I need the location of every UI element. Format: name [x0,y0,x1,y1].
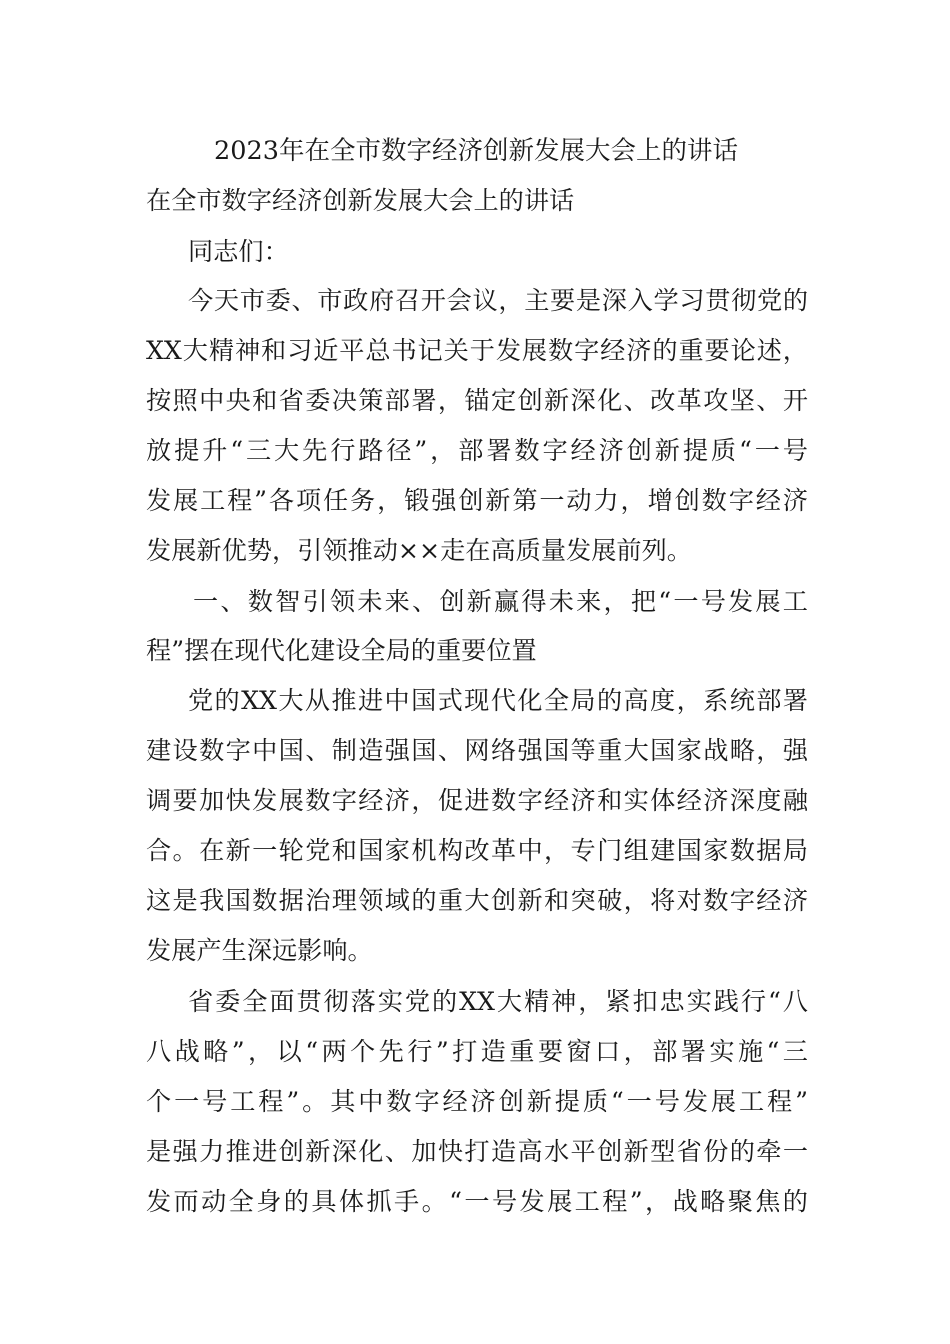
paragraph-line: 发而动全身的具体抓手。“一号发展工程”，战略聚焦的 [146,1187,808,1216]
paragraph-line: 这是我国数据治理领域的重大创新和突破，将对数字经济 [146,886,808,915]
section-heading: 程”摆在现代化建设全局的重要位置 [146,636,537,665]
paragraph-line: 个一号工程”。其中数字经济创新提质“一号发展工程” [146,1087,808,1116]
paragraph-line: 发展工程”各项任务，锻强创新第一动力，增创数字经济 [146,486,808,515]
paragraph-line: 发展新优势，引领推动××走在高质量发展前列。 [146,536,692,565]
paragraph-line: 放提升“三大先行路径”，部署数字经济创新提质“一号 [146,436,808,465]
paragraph-line: 发展产生深远影响。 [146,936,373,965]
paragraph-line: 八战略”，以“两个先行”打造重要窗口，部署实施“三 [146,1037,808,1066]
paragraph-line: 按照中央和省委决策部署，锚定创新深化、改革攻坚、开 [146,386,808,415]
paragraph-line: 今天市委、市政府召开会议，主要是深入学习贯彻党的 [188,286,808,315]
paragraph-line: XX大精神和习近平总书记关于发展数字经济的重要论述， [146,336,808,365]
paragraph-line: 党的XX大从推进中国式现代化全局的高度，系统部署 [188,686,808,715]
paragraph-line: 合。在新一轮党和国家机构改革中，专门组建国家数据局 [146,836,808,865]
document-subtitle: 在全市数字经济创新发展大会上的讲话 [146,186,575,215]
paragraph-line: 省委全面贯彻落实党的XX大精神，紧扣忠实践行“八 [188,987,808,1016]
document-title: 2023年在全市数字经济创新发展大会上的讲话 [214,136,738,166]
salutation: 同志们： [188,237,289,266]
paragraph-line: 建设数字中国、制造强国、网络强国等重大国家战略，强 [146,736,808,765]
section-heading: 一、数智引领未来、创新赢得未来，把“一号发展工 [193,587,808,616]
paragraph-line: 调要加快发展数字经济，促进数字经济和实体经济深度融 [146,786,808,815]
paragraph-line: 是强力推进创新深化、加快打造高水平创新型省份的牵一 [146,1137,808,1166]
